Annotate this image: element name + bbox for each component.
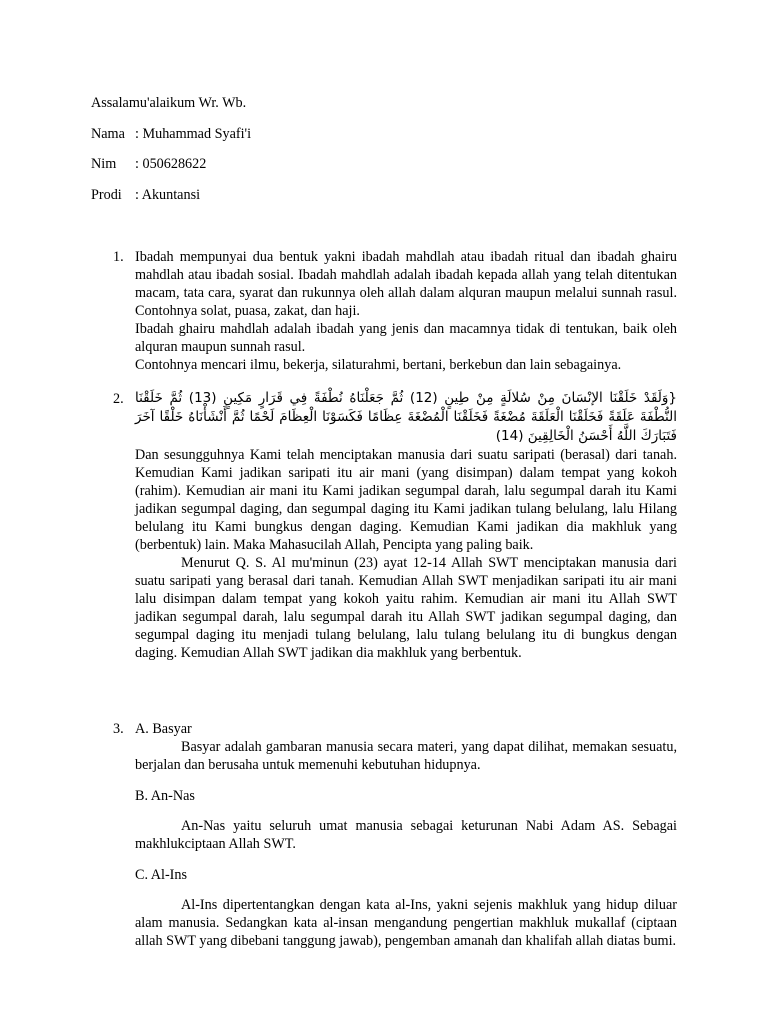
al-ins-text: Al-Ins dipertentangkan dengan kata al-Ins, yakni sejenis makhluk yang hidup diluar alam manusia. Sedangkan kata al-insan mengandung pengertian makhluk mukallaf (ciptaan allah SWT yang dibebani tanggung jawab), pengemban amanah dan khalifah allah diatas bumi. [135,897,677,949]
basyar-heading: A. Basyar [135,721,192,737]
item-1-paragraph: Ibadah mempunyai dua bentuk yakni ibadah mahdlah atau ibadah ritual dan ibadah ghairu mahdlah atau ibadah sosial. Ibadah mahdlah adalah ibadah kepada allah yang telah ditentukan macam, tata cara, syarat dan rukunnya oleh allah dalam alquran maupun melalui sunnah rasul. Contohnya solat, puasa, zakat, dan haji. [135,249,677,319]
basyar-text: Basyar adalah gambaran manusia secara materi, yang dapat dilihat, memakan sesuatu, berjalan dan berusaha untuk memenuhi kebutuhan hidupnya. [135,739,677,773]
item-1-number: 1. [113,249,124,265]
an-nas-text: An-Nas yaitu seluruh umat manusia sebagai keturunan Nabi Adam AS. Sebagai makhlukciptaan Allah SWT. [135,818,677,852]
name-label: Nama [91,126,125,142]
prodi-label: Prodi [91,187,122,203]
name-value: : Muhammad Syafi'i [135,126,252,142]
arabic-verse: {وَلَقَدْ خَلَقْنَا الإنْسَانَ مِنْ سُلالَةٍ مِنْ طِينٍ (12) ثُمَّ جَعَلْنَاهُ نُطْفَةً فِي قَرَارٍ مَكِينٍ (13) ثُمَّ خَلَقْنَا النُّطْفَةَ عَلَقَةً فَخَلَقْنَا الْعَلَقَةَ مُضْغَةً فَخَلَقْنَا الْمُضْغَةَ عِظَامًا فَكَسَوْنَا الْعِظَامَ لَحْمًا ثُمَّ أَنْشَأْنَاهُ خَلْقًا آخَرَ فَتَبَارَكَ اللَّهُ أَحْسَنُ الْخَالِقِينَ (14) [135,390,677,444]
verse-explanation: Menurut Q. S. Al mu'minun (23) ayat 12-14 Allah SWT menciptakan manusia dari suatu saripati yang berasal dari tanah. Kemudian Allah SWT menjadikan saripati itu air mani lalu disimpan dalam tempat yang kokoh yaitu rahim. Kemudian air mani itu Allah SWT jadikan segumpal darah, lalu segumpal darah itu Allah SWT jadikan segumpal daging, dan segumpal daging itu menjadi tulang belulang, lalu tulang belulang itu di bungkus dengan daging. Kemudian Allah SWT jadikan dia makhluk yang berbentuk. [135,555,677,661]
item-1-content [135,248,677,374]
item-2-content [135,389,677,662]
al-ins-heading: C. Al-Ins [135,867,188,883]
item-1-paragraph: Contohnya mencari ilmu, bekerja, silaturahmi, bertani, berkebun dan lain sebagainya. [135,357,622,373]
verse-translation: Dan sesungguhnya Kami telah menciptakan manusia dari suatu saripati (berasal) dari tanah. Kemudian Kami jadikan saripati itu air mani (yang disimpan) dalam tempat yang kokoh (rahim). Kemudian air mani itu Kami jadikan segumpal darah, lalu segumpal darah itu Kami jadikan segumpal daging, dan segumpal daging itu Kami jadikan tulang belulang, lalu Hilang belulang itu Kami bungkus dengan daging. Kemudian Kami jadikan dia makhluk yang (berbentuk) lain. Maka Mahasucilah Allah, Pencipta yang paling baik. [135,447,677,553]
an-nas-heading: B. An-Nas [135,788,195,804]
item-2-number: 2. [113,391,124,407]
nim-value: : 050628622 [135,156,207,172]
greeting: Assalamu'alaikum Wr. Wb. [91,95,247,111]
item-1-paragraph: Ibadah ghairu mahdlah adalah ibadah yang jenis dan macamnya tidak di tentukan, baik oleh alquran maupun sunnah rasul. [135,321,677,355]
item-3-number: 3. [113,721,124,737]
nim-label: Nim [91,156,117,172]
prodi-value: : Akuntansi [135,187,201,203]
